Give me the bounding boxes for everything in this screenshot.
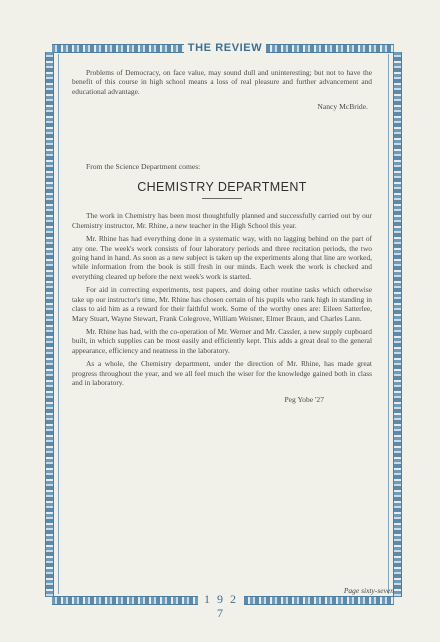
page-title: CHEMISTRY DEPARTMENT [137, 180, 307, 195]
intro-line: From the Science Department comes: [86, 161, 201, 171]
democracy-author: Nancy McBride. [317, 102, 368, 112]
left-inner-rule [58, 54, 59, 594]
footer-year: 1 9 2 7 [198, 592, 244, 620]
page-content [72, 68, 372, 405]
paragraph-2: Mr. Rhine has had everything done in a systematic way, with no lagging behind on the part of any one. The week's work consists of four laboratory periods and three recitation periods, the two going hand in hand. As soon as a new subject is taken up the experiments along that line are worked, while information from the book is still fresh in our minds. Each week the work is checked and everything cleared up before the next week's work is started. [72, 234, 372, 281]
article-signature: Peg Yobe '27 [284, 395, 324, 405]
left-border [45, 52, 54, 597]
democracy-paragraph: Problems of Democracy, on face value, may sound dull and uninteresting; but not to have the benefit of this course in high school means a loss of real pleasure and further advancement and educational advantage. [72, 68, 372, 96]
title-rule [202, 198, 242, 199]
page-number: Page sixty-seven [343, 586, 394, 595]
paragraph-5: As a whole, the Chemistry department, under the direction of Mr. Rhine, has made great progress throughout the year, and we all feel much the wiser for the knowledge gained both in class and in laboratory. [72, 359, 372, 387]
running-header: THE REVIEW [184, 41, 266, 55]
paragraph-3: For aid in correcting experiments, test papers, and doing other routine tasks which otherwise take up our instructor's time, Mr. Rhine has chosen certain of his pupils who rank high in standing in class to aid him as a reward for their faithful work. Some of the worthy ones are: Eileen Satterlee, Mary Stuart, Wayne Stewart, Frank Colegrove, William Weisner, Elmer Braun, and Charles Lann. [72, 285, 372, 323]
paragraph-1: The work in Chemistry has been most thoughtfully planned and successfully carried out by our Chemistry instructor, Mr. Rhine, a new teacher in the High School this year. [72, 211, 372, 230]
right-border [393, 52, 402, 597]
right-inner-rule [388, 54, 389, 594]
paragraph-4: Mr. Rhine has had, with the co-operation of Mr. Werner and Mr. Cassler, a new supply cupboard built, in which supplies can be most easily and efficiently kept. This adds a great deal to the general appearance, efficiency and neatness in the laboratory. [72, 326, 372, 355]
